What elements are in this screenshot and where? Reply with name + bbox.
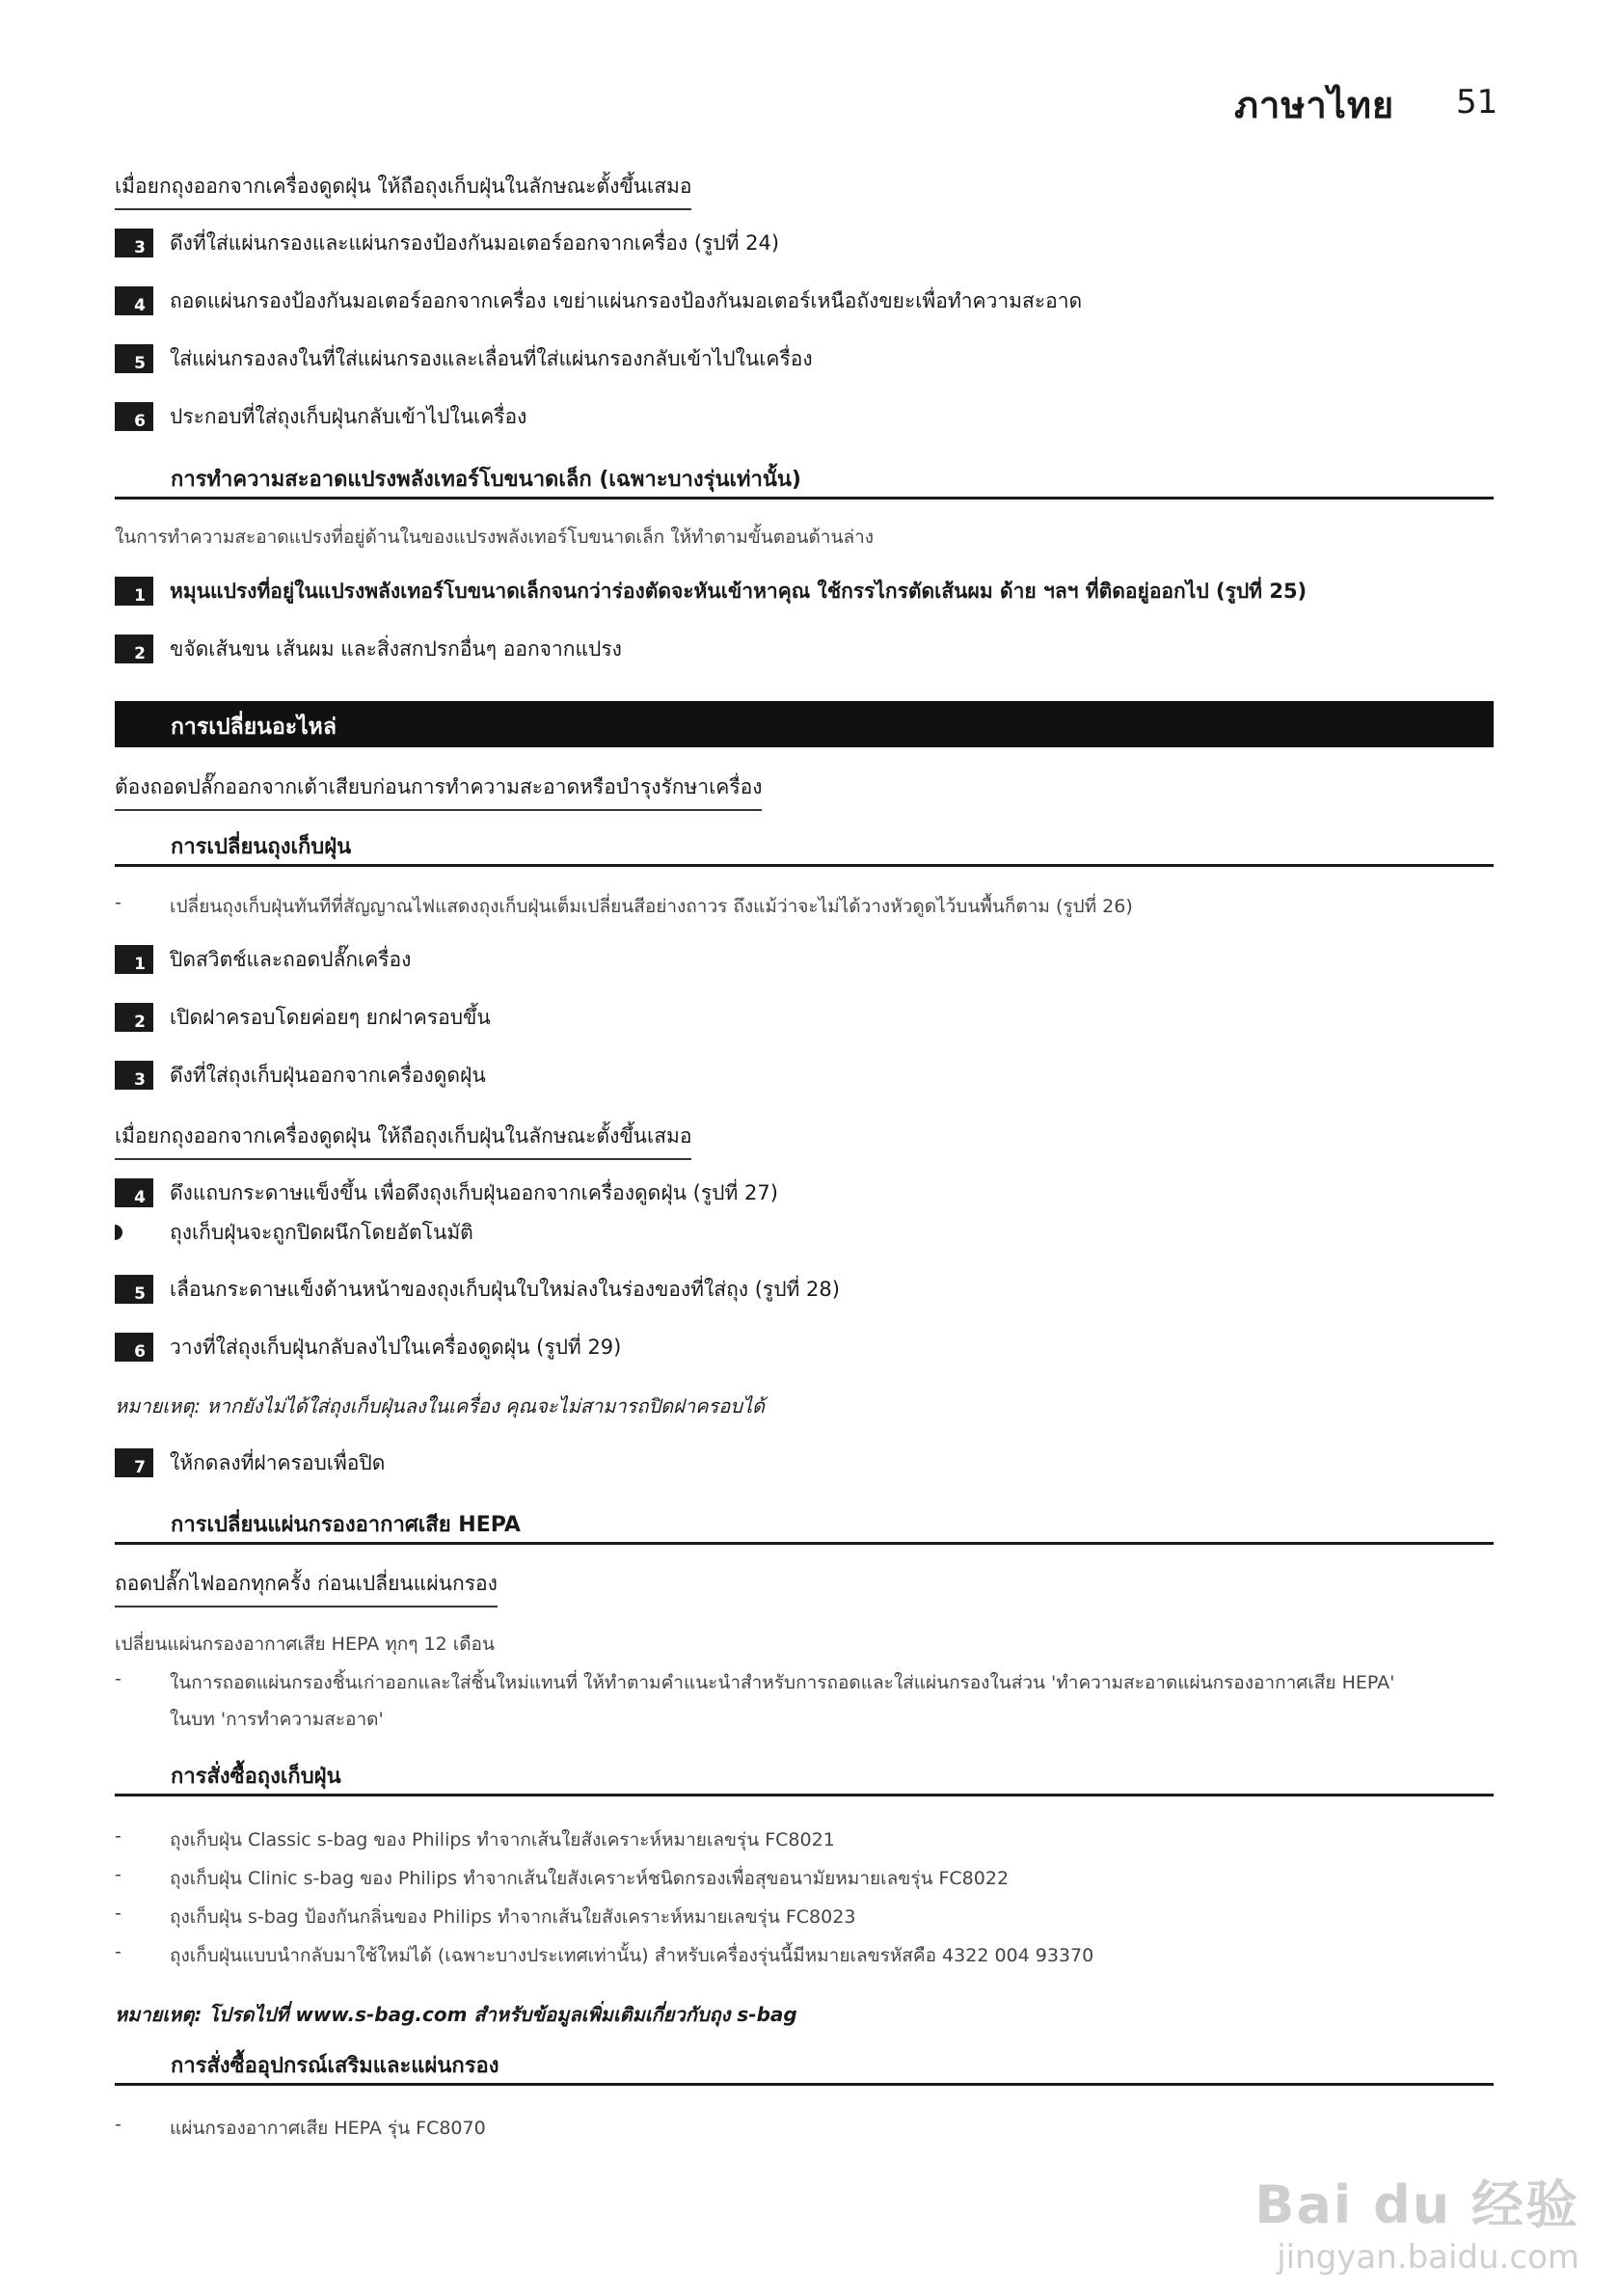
watermark-url: jingyan.baidu.com	[1277, 2238, 1579, 2277]
note-sbag: หมายเหตุ: โปรดไปที่ www.s-bag.com สำหรับข้อมูลเพิ่มเติมเกี่ยวกับถุง s-bag	[115, 2003, 797, 2026]
dash-marker: -	[115, 2114, 121, 2135]
step-number: 6	[115, 1333, 153, 1362]
result-bullet-icon	[115, 1225, 126, 1240]
step-number: 5	[115, 344, 153, 373]
step-number: 4	[115, 286, 153, 315]
hepa-unplug-warning: ถอดปลั๊กไฟออกทุกครั้ง ก่อนเปลี่ยนแผ่นกรอง	[115, 1568, 498, 1607]
step-number: 3	[115, 1061, 153, 1090]
dash-marker: -	[115, 1903, 121, 1924]
accessory-order-item: แผ่นกรองอากาศเสีย HEPA รุ่น FC8070	[170, 2118, 486, 2139]
step-text: ประกอบที่ใส่ถุงเก็บฝุ่นกลับเข้าไปในเครื่อง	[170, 405, 527, 428]
turbo-intro: ในการทำความสะอาดแปรงที่อยู่ด้านในของแปรงพลังเทอร์โบขนาดเล็ก ให้ทำตามขั้นตอนด้านล่าง	[115, 527, 875, 548]
step-number: 1	[115, 577, 153, 606]
dash-marker: -	[115, 1941, 121, 1962]
step-number: 4	[115, 1178, 153, 1207]
dash-marker: -	[115, 1864, 121, 1885]
step-number: 5	[115, 1275, 153, 1304]
page-number: 51	[1456, 83, 1498, 122]
section-title: การเปลี่ยนแผ่นกรองอากาศเสีย HEPA	[171, 1513, 521, 1537]
step-number: 7	[115, 1448, 153, 1477]
step-text: ดึงที่ใส่ถุงเก็บฝุ่นออกจากเครื่องดูดฝุ่น	[170, 1064, 486, 1087]
page-language-title: ภาษาไทย	[1234, 84, 1395, 126]
step-number: 1	[115, 945, 153, 974]
chapter-bar-replacement	[115, 701, 1494, 747]
section-title: การเปลี่ยนถุงเก็บฝุ่น	[171, 835, 352, 859]
dash-marker: -	[115, 892, 121, 913]
step-text: ดึงแถบกระดาษแข็งขึ้น เพื่อดึงถุงเก็บฝุ่นออกจากเครื่องดูดฝุ่น (รูปที่ 27)	[170, 1181, 778, 1204]
step-number: 6	[115, 402, 153, 431]
step-text: ถอดแผ่นกรองป้องกันมอเตอร์ออกจากเครื่อง เขย่าแผ่นกรองป้องกันมอเตอร์เหนือถังขยะเพื่อทำความสะอาด	[170, 289, 1083, 312]
dash-item-text: ในการถอดแผ่นกรองชิ้นเก่าออกและใส่ชิ้นใหม่แทนที่ ให้ทำตามคำแนะนำสำหรับการถอดและใส่แผ่นกรองในส่วน 'ทำความสะอาดแผ่นกรองอากาศเสีย HEPA'	[170, 1672, 1395, 1693]
dash-marker: -	[115, 1825, 121, 1847]
step-text: ปิดสวิตช์และถอดปลั๊กเครื่อง	[170, 948, 412, 971]
section-title: การสั่งซื้ออุปกรณ์เสริมและแผ่นกรอง	[171, 2054, 499, 2078]
hepa-interval: เปลี่ยนแผ่นกรองอากาศเสีย HEPA ทุกๆ 12 เดือน	[115, 1634, 495, 1655]
dash-item-text: เปลี่ยนถุงเก็บฝุ่นทันทีที่สัญญาณไฟแสดงถุงเก็บฝุ่นเต็มเปลี่ยนสีอย่างถาวร ถึงแม้ว่าจะไม่ได้วางหัวดูดไว้บนพื้นก็ตาม (รูปที่ 26)	[170, 896, 1133, 917]
result-text: ถุงเก็บฝุ่นจะถูกปิดผนึกโดยอัตโนมัติ	[170, 1221, 473, 1244]
dash-item-text-cont: ในบท 'การทำความสะอาด'	[170, 1709, 384, 1730]
bag-order-item: ถุงเก็บฝุ่น Clinic s-bag ของ Philips ทำจากเส้นใยสังเคราะห์ชนิดกรองเพื่อสุขอนามัยหมายเลขรุ่น FC8022	[170, 1868, 1010, 1889]
section-turbo-brush	[115, 460, 1494, 500]
step-text: ดึงที่ใส่แผ่นกรองและแผ่นกรองป้องกันมอเตอร์ออกจากเครื่อง (รูปที่ 24)	[170, 231, 780, 255]
step-text: เลื่อนกระดาษแข็งด้านหน้าของถุงเก็บฝุ่นใบใหม่ลงในร่องของที่ใส่ถุง (รูปที่ 28)	[170, 1278, 840, 1301]
bag-warning: เมื่อยกถุงออกจากเครื่องดูดฝุ่น ให้ถือถุงเก็บฝุ่นในลักษณะตั้งขึ้นเสมอ	[115, 1121, 691, 1160]
bag-warning-top: เมื่อยกถุงออกจากเครื่องดูดฝุ่น ให้ถือถุงเก็บฝุ่นในลักษณะตั้งขึ้นเสมอ	[115, 171, 691, 210]
bag-order-item: ถุงเก็บฝุ่น Classic s-bag ของ Philips ทำจากเส้นใยสังเคราะห์หมายเลขรุ่น FC8021	[170, 1829, 835, 1850]
note-lid: หมายเหตุ: หากยังไม่ได้ใส่ถุงเก็บฝุ่นลงในเครื่อง คุณจะไม่สามารถปิดฝาครอบได้	[115, 1394, 765, 1418]
step-text: วางที่ใส่ถุงเก็บฝุ่นกลับลงไปในเครื่องดูดฝุ่น (รูปที่ 29)	[170, 1336, 622, 1359]
unplug-warning: ต้องถอดปลั๊กออกจากเต้าเสียบก่อนการทำความสะอาดหรือบำรุงรักษาเครื่อง	[115, 771, 762, 811]
watermark-logo: Bai du 经验	[1254, 2174, 1579, 2235]
section-replace-bag	[115, 827, 1494, 867]
step-text: หมุนแปรงที่อยู่ในแปรงพลังเทอร์โบขนาดเล็กจนกว่าร่องตัดจะหันเข้าหาคุณ ใช้กรรไกรตัดเส้นผม ด้าย ฯลฯ ที่ติดอยู่ออกไป (รูปที่ 25)	[170, 580, 1308, 603]
dash-marker: -	[115, 1668, 121, 1689]
section-title: การทำความสะอาดแปรงพลังเทอร์โบขนาดเล็ก (เฉพาะบางรุ่นเท่านั้น)	[171, 468, 801, 492]
step-number: 3	[115, 229, 153, 257]
step-text: เปิดฝาครอบโดยค่อยๆ ยกฝาครอบขึ้น	[170, 1006, 491, 1029]
section-order-bags	[115, 1757, 1494, 1796]
step-text: ให้กดลงที่ฝาครอบเพื่อปิด	[170, 1451, 386, 1474]
step-number: 2	[115, 1003, 153, 1032]
section-replace-hepa	[115, 1505, 1494, 1545]
section-order-accessories	[115, 2046, 1494, 2086]
chapter-title: การเปลี่ยนอะไหล่	[171, 715, 337, 740]
step-text: ใส่แผ่นกรองลงในที่ใส่แผ่นกรองและเลื่อนที่ใส่แผ่นกรองกลับเข้าไปในเครื่อง	[170, 347, 813, 370]
step-text: ขจัดเส้นขน เส้นผม และสิ่งสกปรกอื่นๆ ออกจากแปรง	[170, 637, 622, 661]
step-number: 2	[115, 635, 153, 663]
bag-order-item: ถุงเก็บฝุ่น s-bag ป้องกันกลิ่นของ Philips ทำจากเส้นใยสังเคราะห์หมายเลขรุ่น FC8023	[170, 1906, 856, 1928]
bag-order-item: ถุงเก็บฝุ่นแบบนำกลับมาใช้ใหม่ได้ (เฉพาะบางประเทศเท่านั้น) สำหรับเครื่องรุ่นนี้มีหมายเลขรหัสคือ 4322 004 93370	[170, 1945, 1094, 1966]
baidu-watermark	[1254, 2164, 1579, 2277]
section-title: การสั่งซื้อถุงเก็บฝุ่น	[171, 1765, 341, 1789]
